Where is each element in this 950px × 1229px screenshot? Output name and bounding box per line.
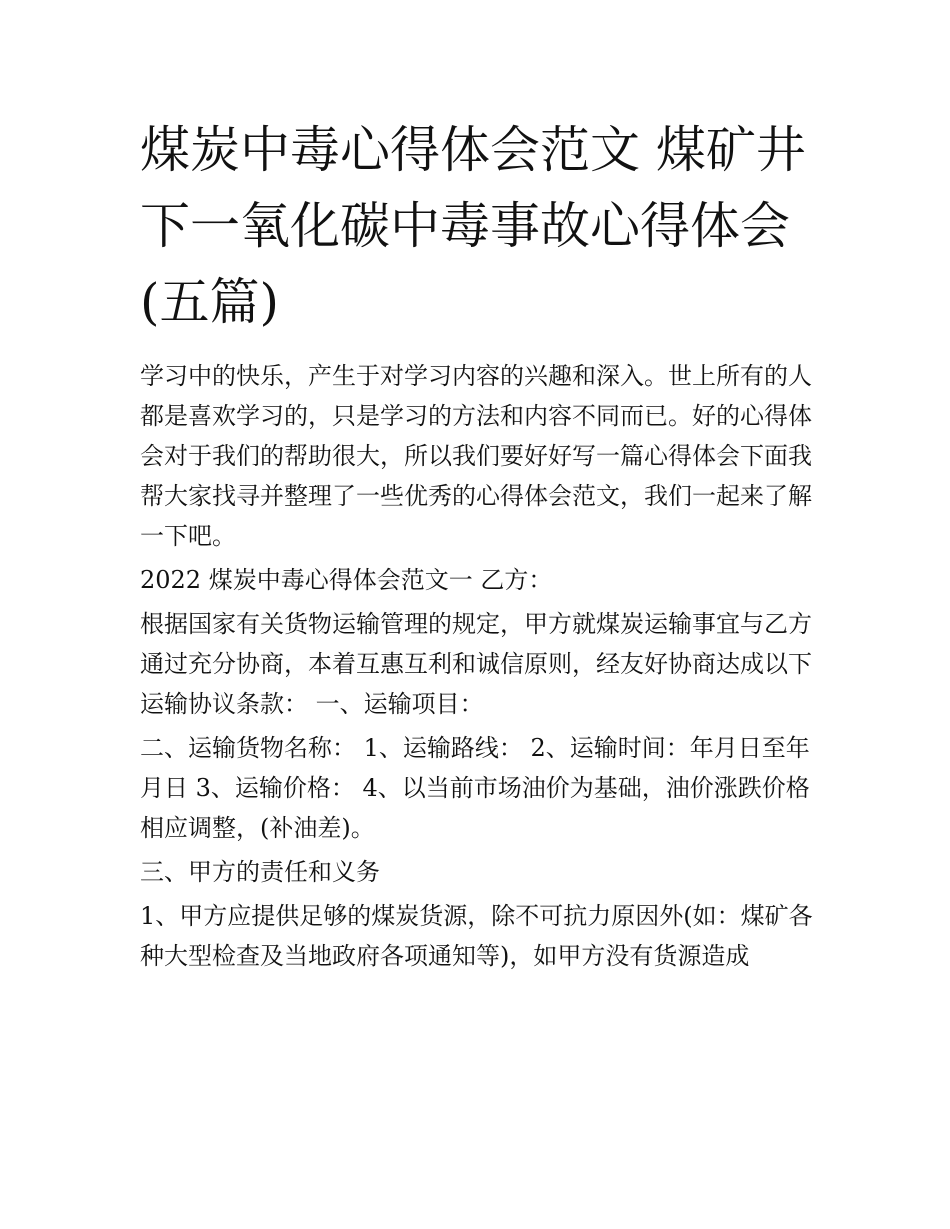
document-page	[140, 112, 820, 976]
intro-paragraph: 学习中的快乐，产生于对学习内容的兴趣和深入。世上所有的人都是喜欢学习的，只是学习的方法和内容不同而已。好的心得体会对于我们的帮助很大，所以我们要好好写一篇心得体会下面我帮大家找寻并整理了一些优秀的心得体会范文，我们一起来了解一下吧。	[140, 362, 812, 550]
transport-items-paragraph: 二、运输货物名称： 1、运输路线： 2、运输时间：年月日至年月日 3、运输价格： 4、以当前市场油价为基础，油价涨跌价格相应调整，(补油差)。	[140, 734, 810, 842]
party-a-duties-heading: 三、甲方的责任和义务	[140, 858, 380, 886]
section-heading-paragraph: 2022 煤炭中毒心得体会范文一 乙方：	[140, 566, 553, 594]
document-title: 煤炭中毒心得体会范文 煤矿井下一氧化碳中毒事故心得体会(五篇)	[140, 121, 806, 331]
agreement-paragraph: 根据国家有关货物运输管理的规定，甲方就煤炭运输事宜与乙方通过充分协商，本着互惠互利和诚信原则，经友好协商达成以下运输协议条款： 一、运输项目：	[140, 610, 812, 718]
party-a-duty-item: 1、甲方应提供足够的煤炭货源，除不可抗力原因外(如：煤矿各种大型检查及当地政府各项通知等)，如甲方没有货源造成	[140, 902, 813, 970]
